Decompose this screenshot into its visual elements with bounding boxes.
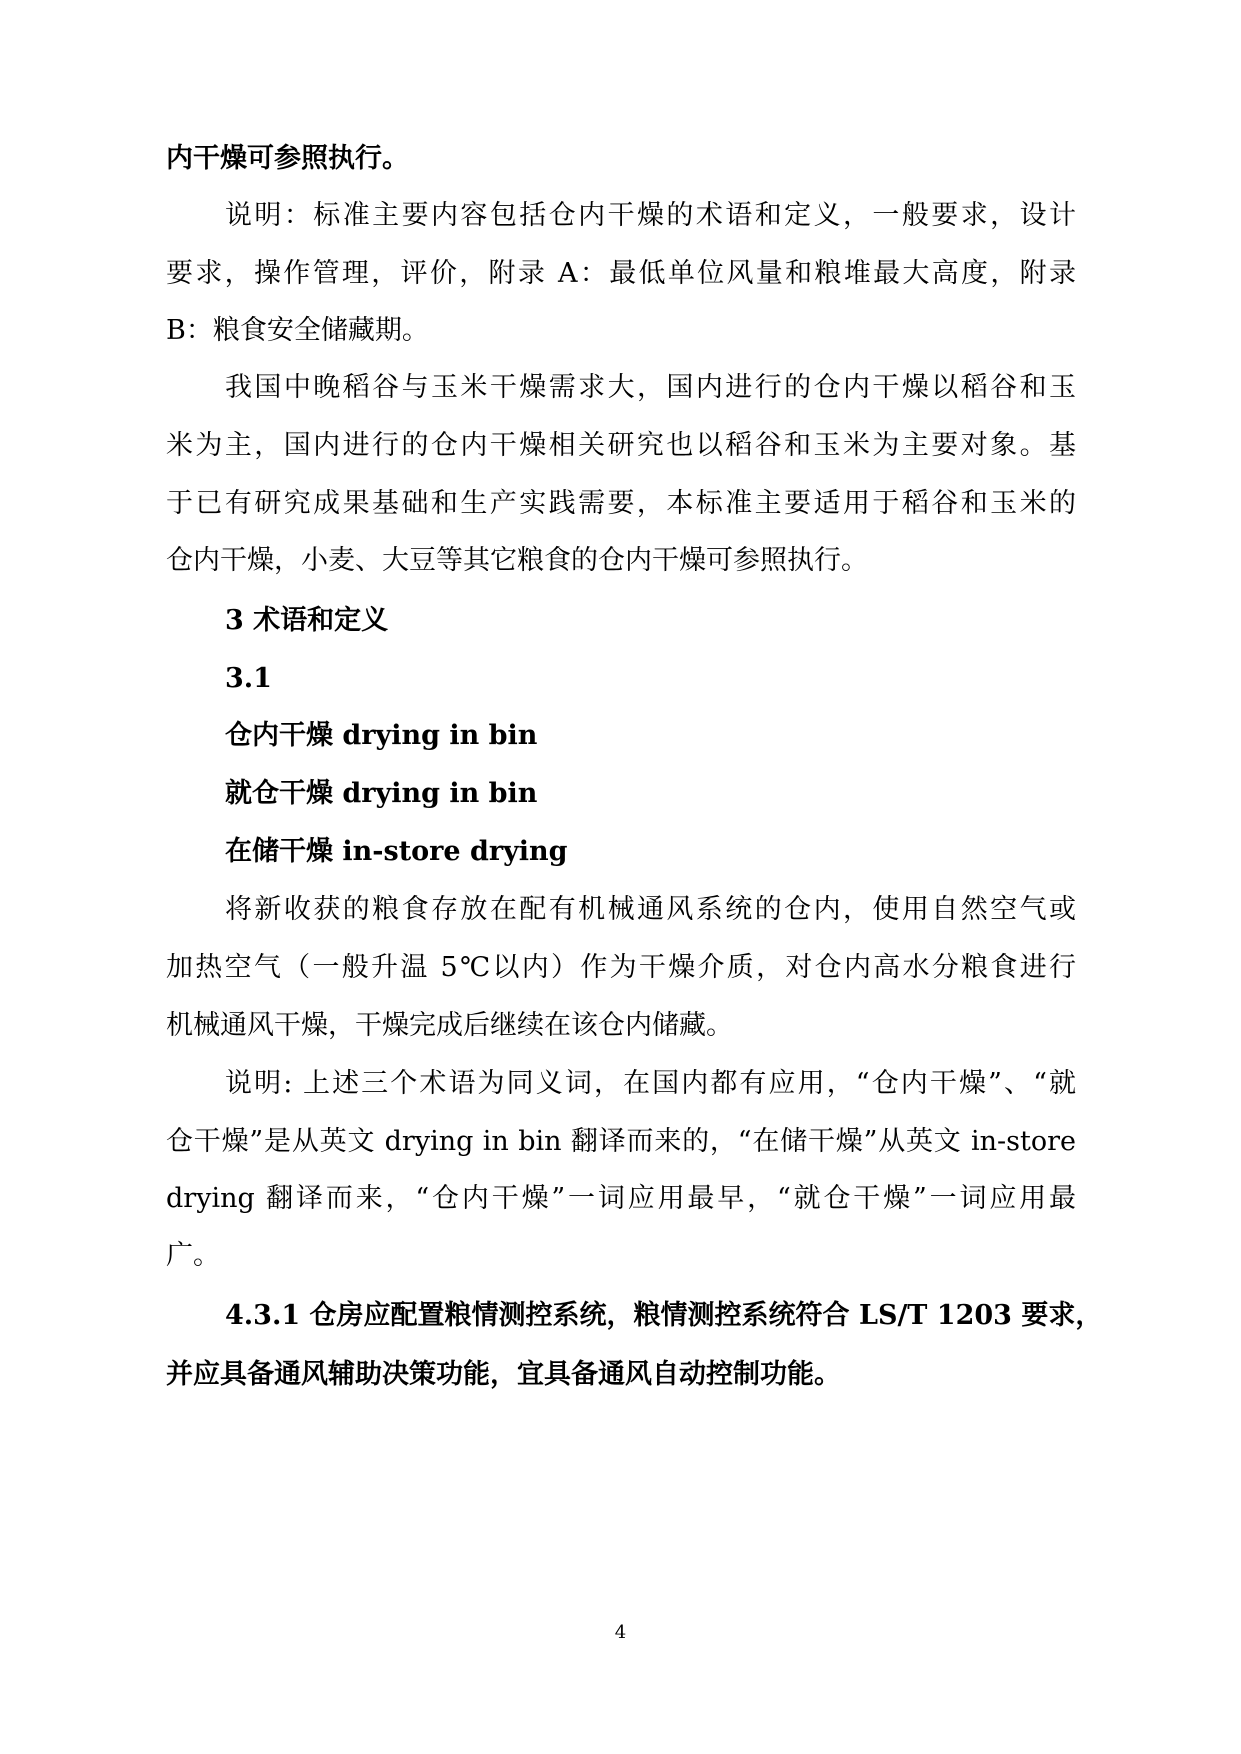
clause-text: 并应具备通风辅助决策功能，宜具备通风自动控制功能。: [166, 1359, 841, 1390]
paragraph-line: 仓干燥”是从英文 drying in bin 翻译而来的，“在储干燥”从英文 in-store: [166, 1126, 1076, 1157]
paragraph-line: 于已有研究成果基础和生产实践需要，本标准主要适用于稻谷和玉米的: [166, 488, 1076, 519]
paragraph-line: 我国中晚稻谷与玉米干燥需求大，国内进行的仓内干燥以稻谷和玉: [225, 372, 1076, 403]
paragraph-line: 机械通风干燥，干燥完成后继续在该仓内储藏。: [166, 1010, 733, 1041]
term-entry: 仓内干燥 drying in bin: [225, 720, 538, 751]
page-number: 4: [614, 1622, 627, 1643]
term-entry: 在储干燥 in-store drying: [225, 836, 568, 867]
section-heading: 3 术语和定义: [225, 605, 389, 636]
paragraph-line: 说明：标准主要内容包括仓内干燥的术语和定义，一般要求，设计: [225, 200, 1076, 231]
paragraph-line: 加热空气（一般升温 5℃以内）作为干燥介质，对仓内高水分粮食进行: [166, 952, 1076, 983]
paragraph-line: 广。: [166, 1240, 220, 1271]
paragraph-line: 仓内干燥，小麦、大豆等其它粮食的仓内干燥可参照执行。: [166, 545, 868, 576]
paragraph-line: 将新收获的粮食存放在配有机械通风系统的仓内，使用自然空气或: [225, 894, 1076, 925]
term-entry: 就仓干燥 drying in bin: [225, 778, 538, 809]
clause-text: 4.3.1 仓房应配置粮情测控系统，粮情测控系统符合 LS/T 1203 要求，: [225, 1300, 1103, 1331]
paragraph-line: 说明: 上述三个术语为同义词，在国内都有应用，“仓内干燥”、“就: [225, 1068, 1076, 1099]
clause-number: 3.1: [225, 663, 272, 694]
paragraph-line: B：粮食安全储藏期。: [166, 315, 429, 346]
paragraph-line: 内干燥可参照执行。: [166, 143, 409, 174]
paragraph-line: drying 翻译而来，“仓内干燥”一词应用最早，“就仓干燥”一词应用最: [166, 1183, 1076, 1214]
paragraph-line: 要求，操作管理，评价，附录 A：最低单位风量和粮堆最大高度，附录: [166, 258, 1076, 289]
paragraph-line: 米为主，国内进行的仓内干燥相关研究也以稻谷和玉米为主要对象。基: [166, 430, 1076, 461]
